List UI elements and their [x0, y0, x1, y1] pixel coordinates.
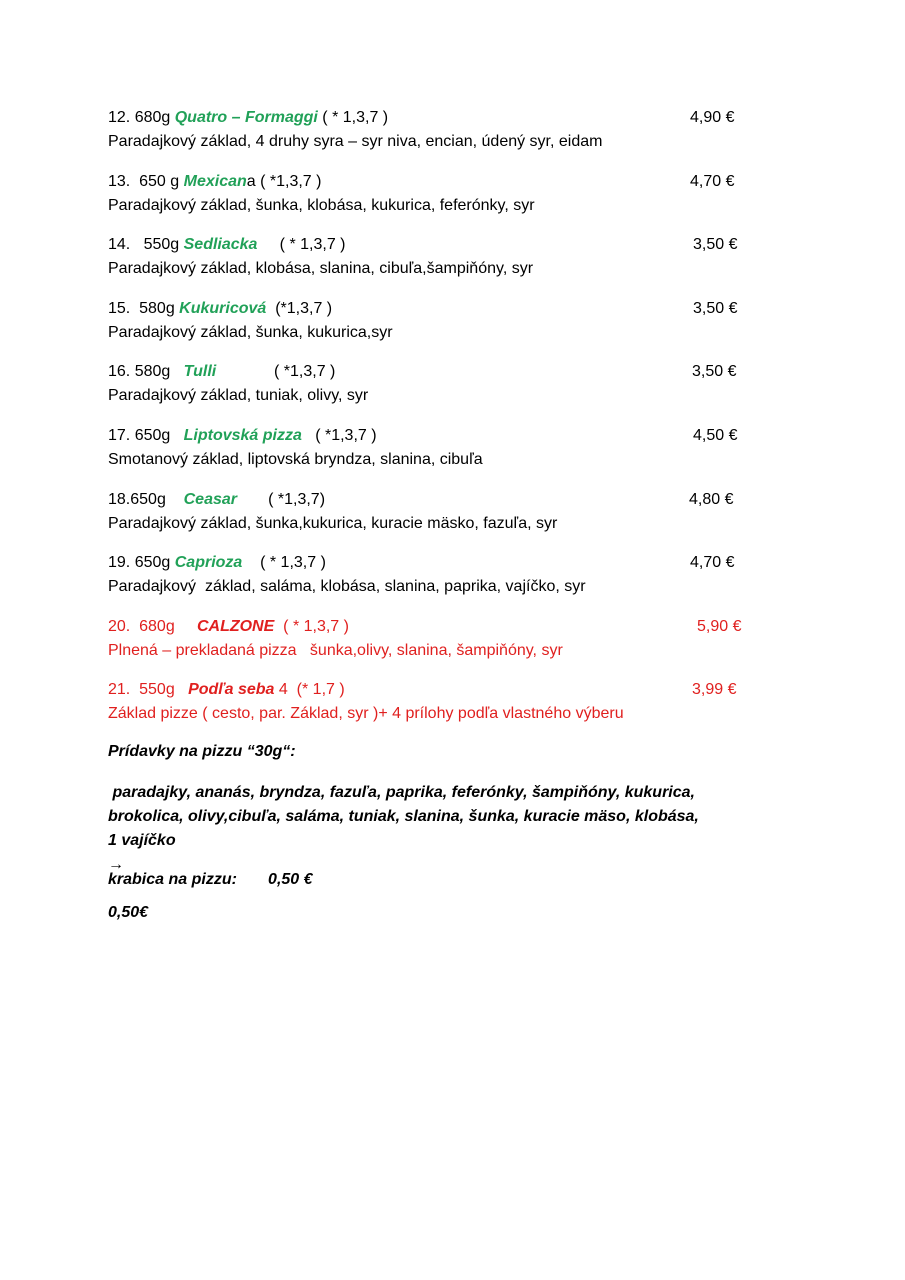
- item-allergens: ( * 1,3,7 ): [274, 618, 349, 635]
- extras-item-egg: 1 vajíčko: [108, 832, 176, 849]
- item-allergens: ( * 1,3,7 ): [242, 554, 326, 571]
- item-name: Caprioza: [174, 554, 243, 571]
- item-price: 5,90 €: [697, 618, 742, 635]
- item-name: Podľa seba: [188, 681, 275, 698]
- item-allergens: (*1,3,7 ): [266, 300, 333, 317]
- item-number: 21. 550g: [108, 681, 189, 698]
- item-name: Ceasar: [183, 491, 237, 508]
- item-number: 16. 580g: [108, 363, 184, 380]
- item-allergens: 4 (* 1,7 ): [274, 681, 345, 698]
- item-number: 19. 650g: [108, 554, 175, 571]
- item-number: 14. 550g: [108, 236, 184, 253]
- extras-line-2: brokolica, olivy,cibuľa, saláma, tuniak, slanina, šunka, kuracie mäso, klobása,: [108, 808, 699, 825]
- item-heading: [108, 616, 349, 638]
- item-heading: [108, 679, 345, 701]
- item-description: Paradajkový základ, tuniak, olivy, syr: [108, 387, 369, 404]
- item-heading: [108, 234, 345, 256]
- item-heading: [108, 425, 377, 447]
- item-heading: [108, 361, 335, 383]
- item-price: 4,90 €: [690, 109, 735, 126]
- item-price: 4,70 €: [690, 554, 735, 571]
- menu-item-21: [108, 679, 768, 729]
- item-number: 12. 680g: [108, 109, 175, 126]
- item-number: 17. 650g: [108, 427, 184, 444]
- item-allergens: ( *1,3,7 ): [216, 363, 336, 380]
- item-heading: [108, 552, 326, 574]
- item-name: Sedliacka: [183, 236, 258, 253]
- pizza-box-price: 0,50 €: [268, 871, 313, 888]
- pizza-box-line: [108, 869, 313, 891]
- extras-price: 0,50€: [108, 904, 149, 921]
- extras-title: Prídavky na pizzu “30g“:: [108, 743, 296, 760]
- item-name: Kukuricová: [179, 300, 267, 317]
- item-allergens: ( * 1,3,7 ): [317, 109, 389, 126]
- item-number: 20. 680g: [108, 618, 197, 635]
- menu-item-13: [108, 171, 768, 221]
- extras-line-1: paradajky, ananás, bryndza, fazuľa, paprika, feferónky, šampiňóny, kukurica,: [108, 784, 695, 801]
- item-description: Základ pizze ( cesto, par. Základ, syr )+ 4 prílohy podľa vlastného výberu: [108, 705, 624, 722]
- item-price: 3,99 €: [692, 681, 737, 698]
- item-price: 3,50 €: [693, 300, 738, 317]
- item-number: 18.650g: [108, 491, 184, 508]
- item-price: 3,50 €: [692, 363, 737, 380]
- menu-item-14: [108, 234, 768, 284]
- item-description: Paradajkový základ, klobása, slanina, cibuľa,šampiňóny, syr: [108, 260, 534, 277]
- item-price: 4,80 €: [689, 491, 734, 508]
- item-description: Paradajkový základ, šunka,kukurica, kuracie mäsko, fazuľa, syr: [108, 515, 558, 532]
- item-description: Paradajkový základ, saláma, klobása, slanina, paprika, vajíčko, syr: [108, 578, 586, 595]
- pizza-box-label: krabica na pizzu:: [108, 871, 237, 888]
- item-heading: [108, 171, 321, 193]
- item-description: Paradajkový základ, šunka, klobása, kukurica, feferónky, syr: [108, 197, 535, 214]
- item-name: Liptovská pizza: [183, 427, 302, 444]
- item-allergens: ( * 1,3,7 ): [257, 236, 346, 253]
- item-price: 4,50 €: [693, 427, 738, 444]
- item-price: 3,50 €: [693, 236, 738, 253]
- menu-item-15: [108, 298, 768, 348]
- item-description: Paradajkový základ, šunka, kukurica,syr: [108, 324, 393, 341]
- item-name: CALZONE: [196, 618, 275, 635]
- item-allergens: ( *1,3,7 ): [301, 427, 377, 444]
- item-description: Smotanový základ, liptovská bryndza, slanina, cibuľa: [108, 451, 483, 468]
- menu-item-16: [108, 361, 768, 411]
- item-heading: [108, 107, 388, 129]
- item-heading: [108, 489, 325, 511]
- arrow-right-icon: →: [108, 856, 124, 873]
- menu-item-12: [108, 107, 768, 157]
- item-name: Tulli: [183, 363, 217, 380]
- menu-item-19: [108, 552, 768, 602]
- item-name: Mexican: [183, 173, 247, 190]
- item-heading: [108, 298, 332, 320]
- menu-item-17: [108, 425, 768, 475]
- item-allergens: ( *1,3,7): [237, 491, 326, 508]
- item-description: Paradajkový základ, 4 druhy syra – syr niva, encian, údený syr, eidam: [108, 133, 603, 150]
- item-price: 4,70 €: [690, 173, 735, 190]
- item-number: 15. 580g: [108, 300, 180, 317]
- menu-item-20: [108, 616, 768, 666]
- item-description: Plnená – prekladaná pizza šunka,olivy, slanina, šampiňóny, syr: [108, 642, 563, 659]
- item-name: Quatro – Formaggi: [174, 109, 318, 126]
- item-allergens: a ( *1,3,7 ): [246, 173, 322, 190]
- item-number: 13. 650 g: [108, 173, 184, 190]
- menu-item-18: [108, 489, 768, 539]
